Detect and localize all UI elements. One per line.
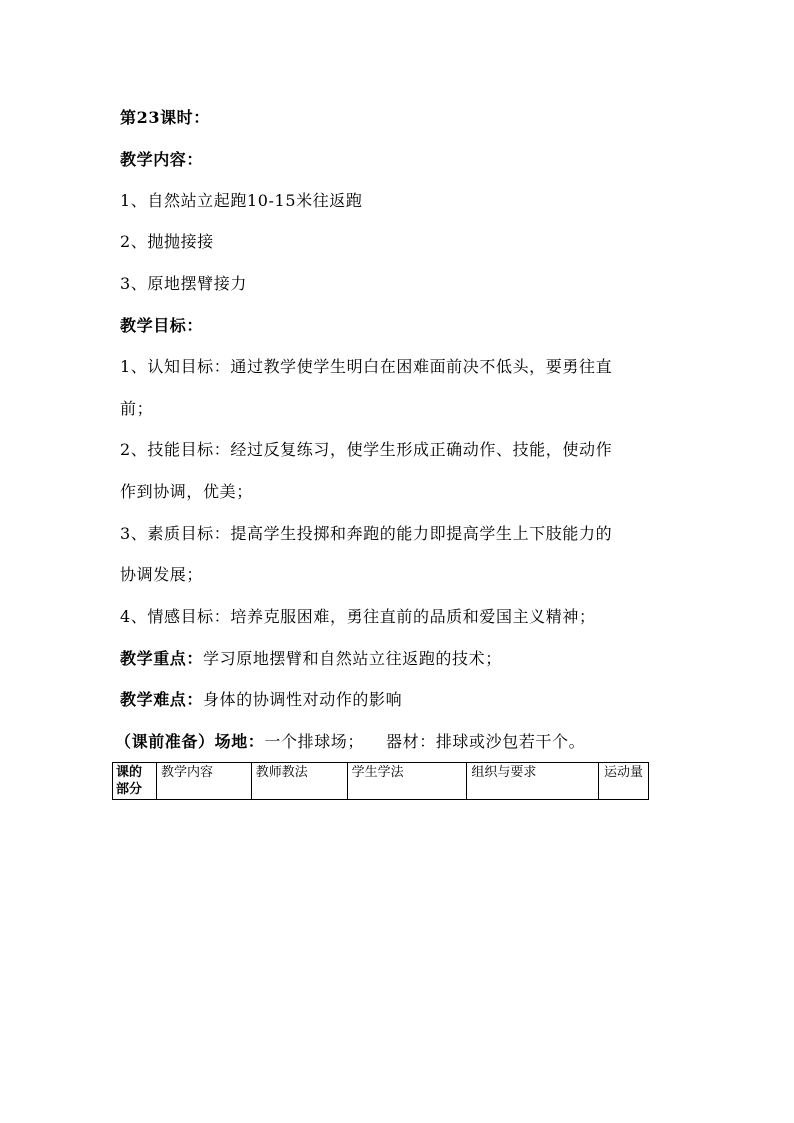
objective-line-4: 作到协调，优美；	[120, 482, 253, 501]
header-student-method: 学生学法	[347, 763, 467, 800]
objective-line-5: 3、素质目标：提高学生投掷和奔跑的能力即提高学生上下肢能力的	[120, 524, 613, 543]
lesson-title: 第23课时：	[120, 108, 210, 127]
objective-line-7: 4、情感目标：培养克服困难，勇往直前的品质和爱国主义精神；	[120, 607, 596, 626]
preparation-venue: 一个排球场；	[264, 732, 365, 751]
key-point-text: 学习原地摆臂和自然站立往返跑的技术；	[203, 649, 502, 668]
header-lesson-part: 课的部分	[113, 763, 157, 800]
preparation	[115, 732, 585, 752]
lesson-table	[112, 762, 649, 800]
content-heading: 教学内容：	[120, 150, 204, 169]
preparation-label: （课前准备）场地：	[115, 732, 265, 751]
difficulty-text: 身体的协调性对动作的影响	[203, 690, 403, 709]
preparation-equipment: 排球或沙包若干个。	[435, 732, 586, 751]
difficulty-label: 教学难点：	[120, 690, 204, 709]
table-header-row	[113, 763, 649, 800]
content-item-2: 2、抛抛接接	[120, 232, 214, 251]
content-item-3: 3、原地摆臂接力	[120, 274, 247, 293]
header-teacher-method: 教师教法	[251, 763, 347, 800]
key-point	[120, 649, 680, 669]
header-organization: 组织与要求	[467, 763, 599, 800]
objective-line-3: 2、技能目标：经过反复练习，使学生形成正确动作、技能，使动作	[120, 440, 613, 459]
objective-line-2: 前；	[120, 399, 154, 418]
key-point-label: 教学重点：	[120, 649, 204, 668]
objectives-heading: 教学目标：	[120, 316, 204, 335]
objective-line-1: 1、认知目标：通过教学使学生明白在困难面前决不低头，要勇往直	[120, 357, 613, 376]
header-teaching-content: 教学内容	[156, 763, 251, 800]
header-exercise-load: 运动量	[599, 763, 649, 800]
preparation-equipment-label: 器材：	[386, 732, 436, 751]
content-item-1: 1、自然站立起跑10-15米往返跑	[120, 191, 363, 210]
objective-line-6: 协调发展；	[120, 565, 204, 584]
difficulty	[120, 690, 680, 710]
